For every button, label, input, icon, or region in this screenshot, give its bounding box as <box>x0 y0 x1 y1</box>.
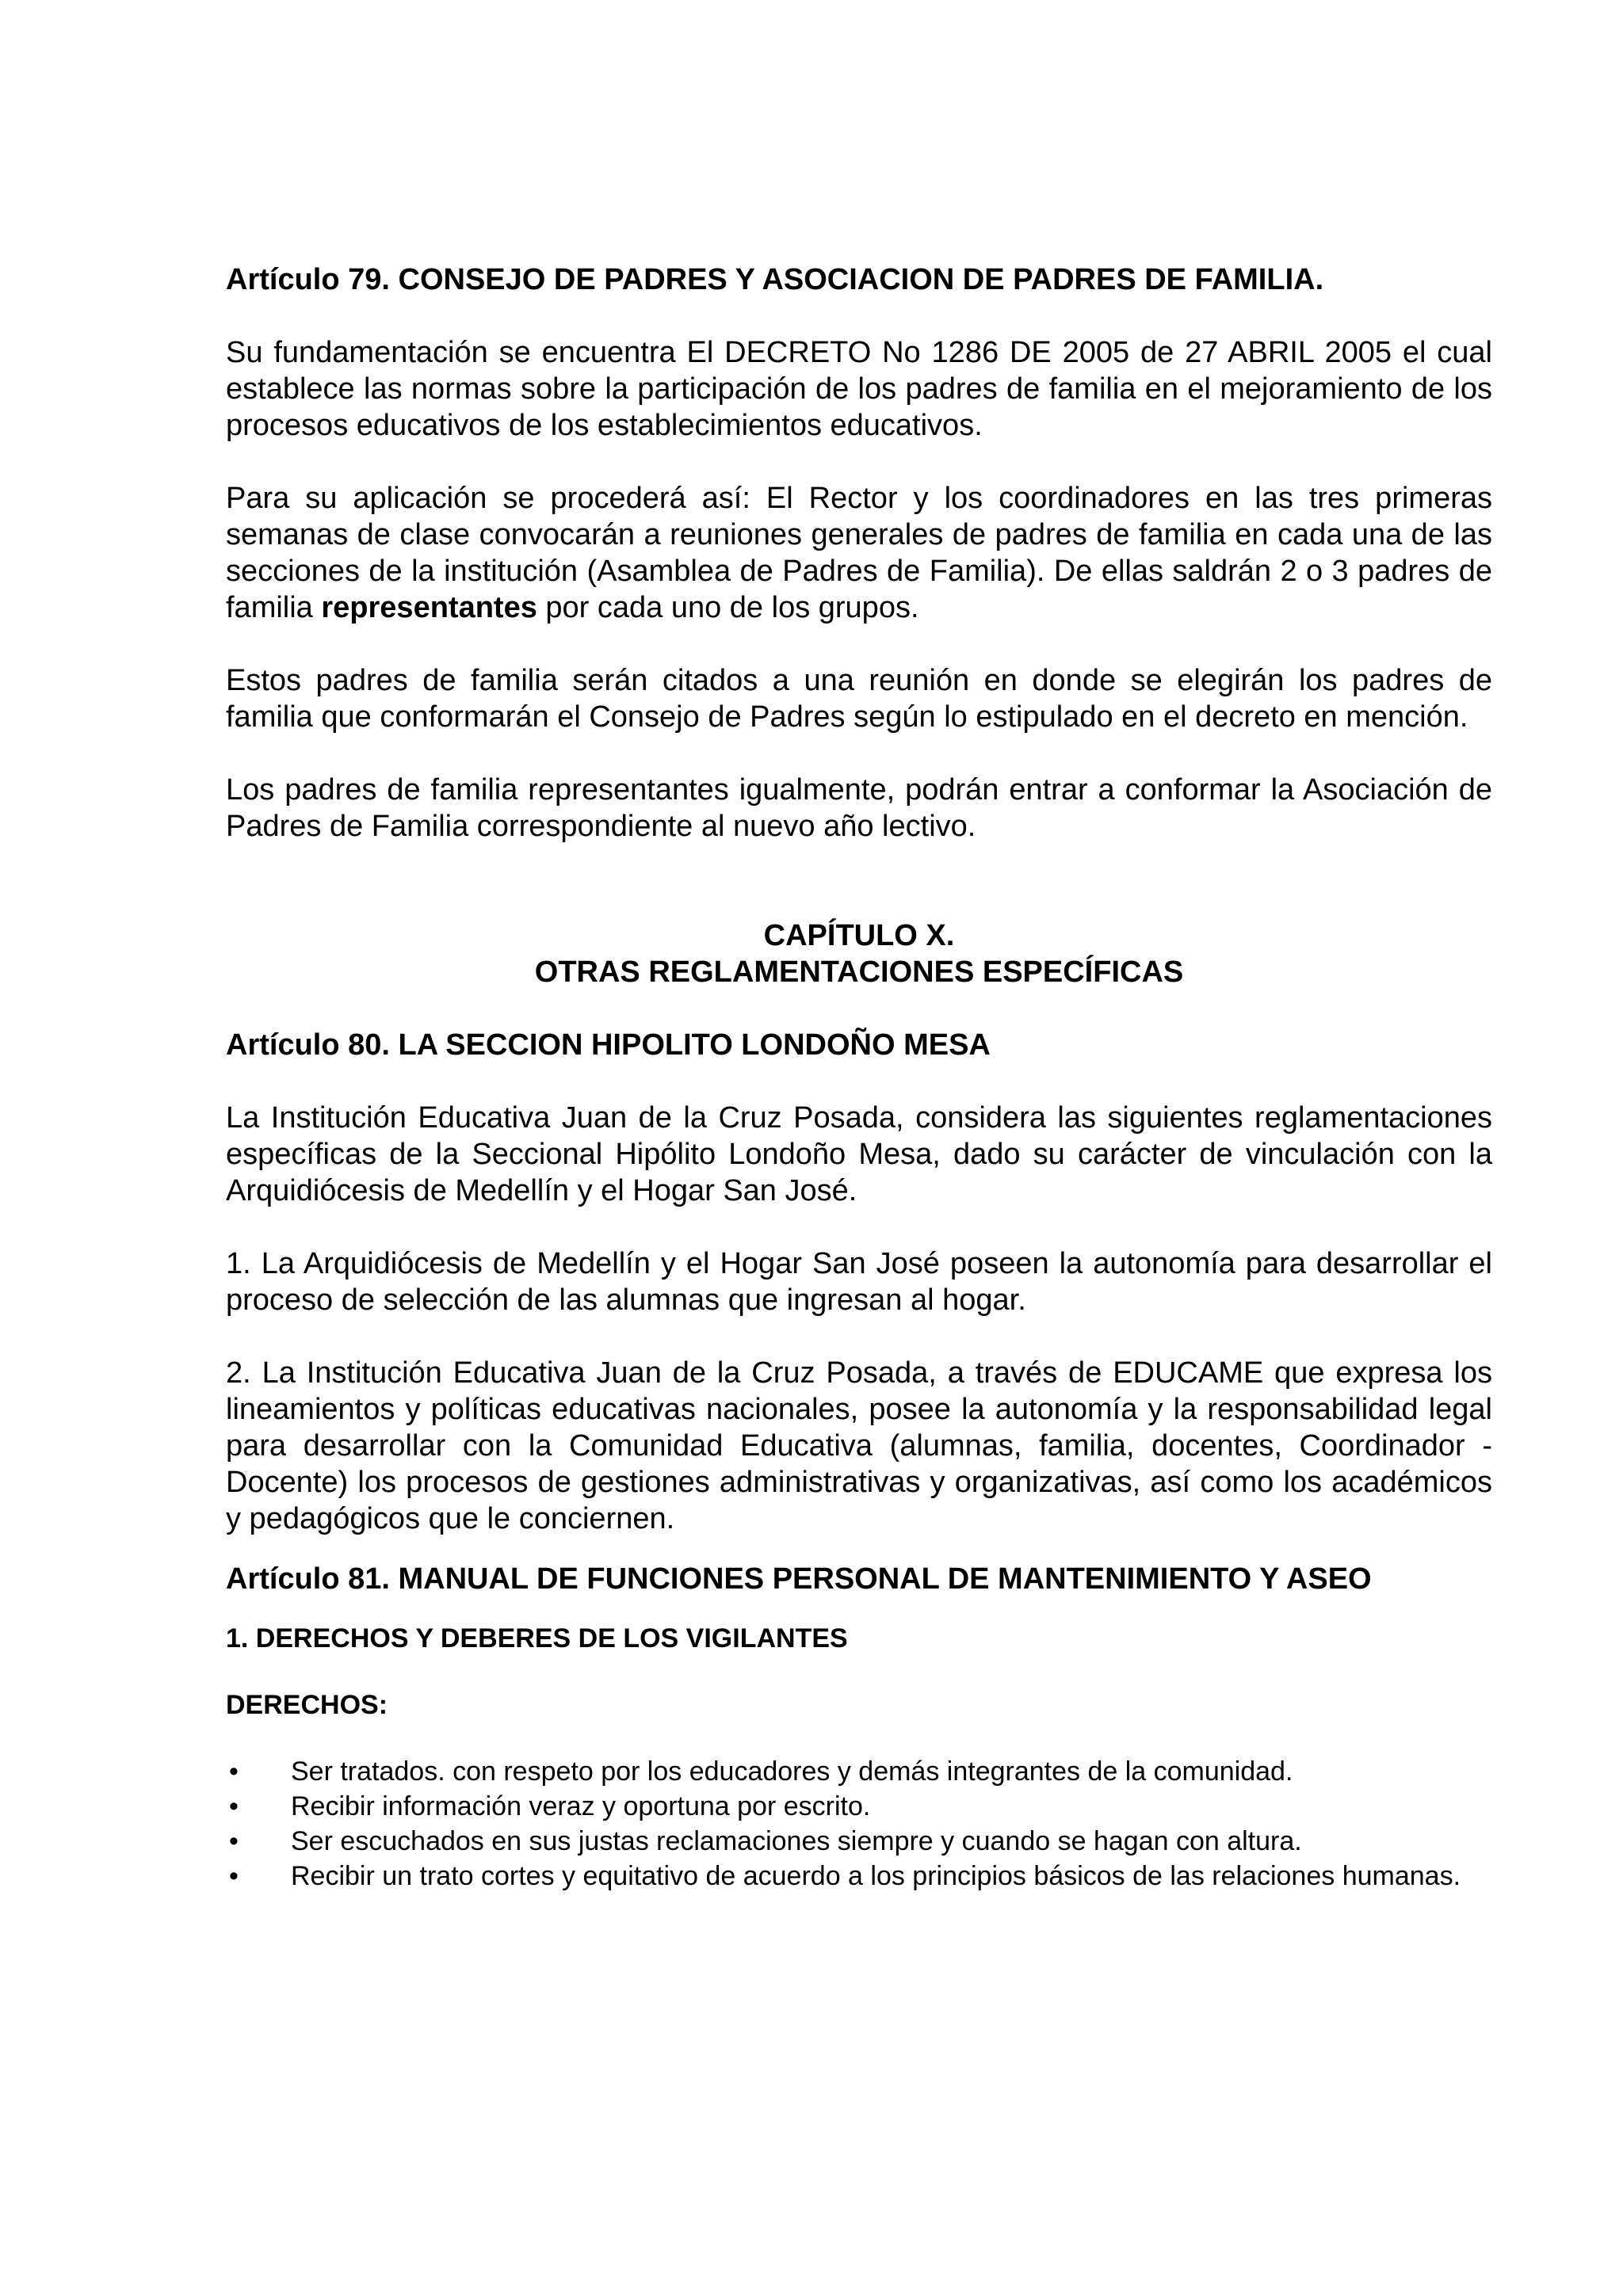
article-79-heading: Artículo 79. CONSEJO DE PADRES Y ASOCIACION DE PADRES DE FAMILIA. <box>226 263 1324 296</box>
representantes-bold-text: representantes <box>321 591 537 624</box>
list-item <box>226 1859 1492 1894</box>
article-79-paragraph-3: Estos padres de familia serán citados a una reunión en donde se elegirán los padres de familia que conformarán el Consejo de Padres según lo estipulado en el decreto en mención. <box>226 664 1492 734</box>
list-item-text: Recibir un trato cortes y equitativo de acuerdo a los principios básicos de las relaciones humanas. <box>291 1861 1461 1891</box>
chapter-title: OTRAS REGLAMENTACIONES ESPECÍFICAS <box>534 955 1184 989</box>
list-item-text: Ser escuchados en sus justas reclamaciones siempre y cuando se hagan con altura. <box>291 1826 1302 1856</box>
list-item <box>226 1789 1492 1824</box>
article-80-paragraph-1: La Institución Educativa Juan de la Cruz Posada, considera las siguientes reglamentaciones específicas de la Seccional Hipólito Londoño Mesa, dado su carácter de vinculación con la Arquidiócesis de Medellín y el Hogar San José. <box>226 1101 1492 1207</box>
spacer <box>226 845 1492 917</box>
section-1-heading: 1. DERECHOS Y DEBERES DE LOS VIGILANTES <box>226 1623 848 1653</box>
list-item-text: Ser tratados. con respeto por los educadores y demás integrantes de la comunidad. <box>291 1756 1293 1787</box>
bullet-icon: • <box>229 1791 239 1821</box>
list-item <box>226 1824 1492 1859</box>
chapter-number: CAPÍTULO X. <box>763 919 955 952</box>
article-79-paragraph-2-text-b: por cada uno de los grupos. <box>537 591 919 624</box>
bullet-icon: • <box>229 1861 239 1891</box>
rights-list <box>226 1754 1492 1894</box>
article-79-paragraph-1: Su fundamentación se encuentra El DECRETO No 1286 DE 2005 de 27 ABRIL 2005 el cual establece las normas sobre la participación de los padres de familia en el mejoramiento de los procesos educativos de los establecimientos educativos. <box>226 336 1492 442</box>
article-79-paragraph-2 <box>226 480 1492 626</box>
article-81-heading: Artículo 81. MANUAL DE FUNCIONES PERSONAL DE MANTENIMIENTO Y ASEO <box>226 1562 1372 1596</box>
article-80-item-1: 1. La Arquidiócesis de Medellín y el Hogar San José poseen la autonomía para desarrollar el proceso de selección de las alumnas que ingresan al hogar. <box>226 1247 1492 1317</box>
article-80-heading: Artículo 80. LA SECCION HIPOLITO LONDOÑO MESA <box>226 1028 991 1062</box>
article-79-paragraph-4: Los padres de familia representantes igualmente, podrán entrar a conformar la Asociación de Padres de Familia correspondiente al nuevo año lectivo. <box>226 773 1492 843</box>
article-79-paragraph-2-text-a: Para su aplicación se procederá así: El Rector y los coordinadores en las tres primeras semanas de clase convocarán a reuniones generales de padres de familia en cada una de las secciones de la institución (Asamblea de Padres de Familia). De ellas saldrán 2 o 3 padres de familia <box>226 482 1492 624</box>
bullet-icon: • <box>229 1826 239 1856</box>
bullet-icon: • <box>229 1756 239 1787</box>
list-item <box>226 1754 1492 1789</box>
article-80-item-2: 2. La Institución Educativa Juan de la Cruz Posada, a través de EDUCAME que expresa los lineamientos y políticas educativas nacionales, posee la autonomía y la responsabilidad legal para desarrollar con la Comunidad Educativa (alumnas, familia, docentes, Coordinador -Docente) los procesos de gestiones administrativas y organizativas, así como los académicos y pedagógicos que le conciernen. <box>226 1356 1492 1535</box>
list-item-text: Recibir información veraz y oportuna por escrito. <box>291 1791 871 1821</box>
rights-label: DERECHOS: <box>226 1690 388 1720</box>
